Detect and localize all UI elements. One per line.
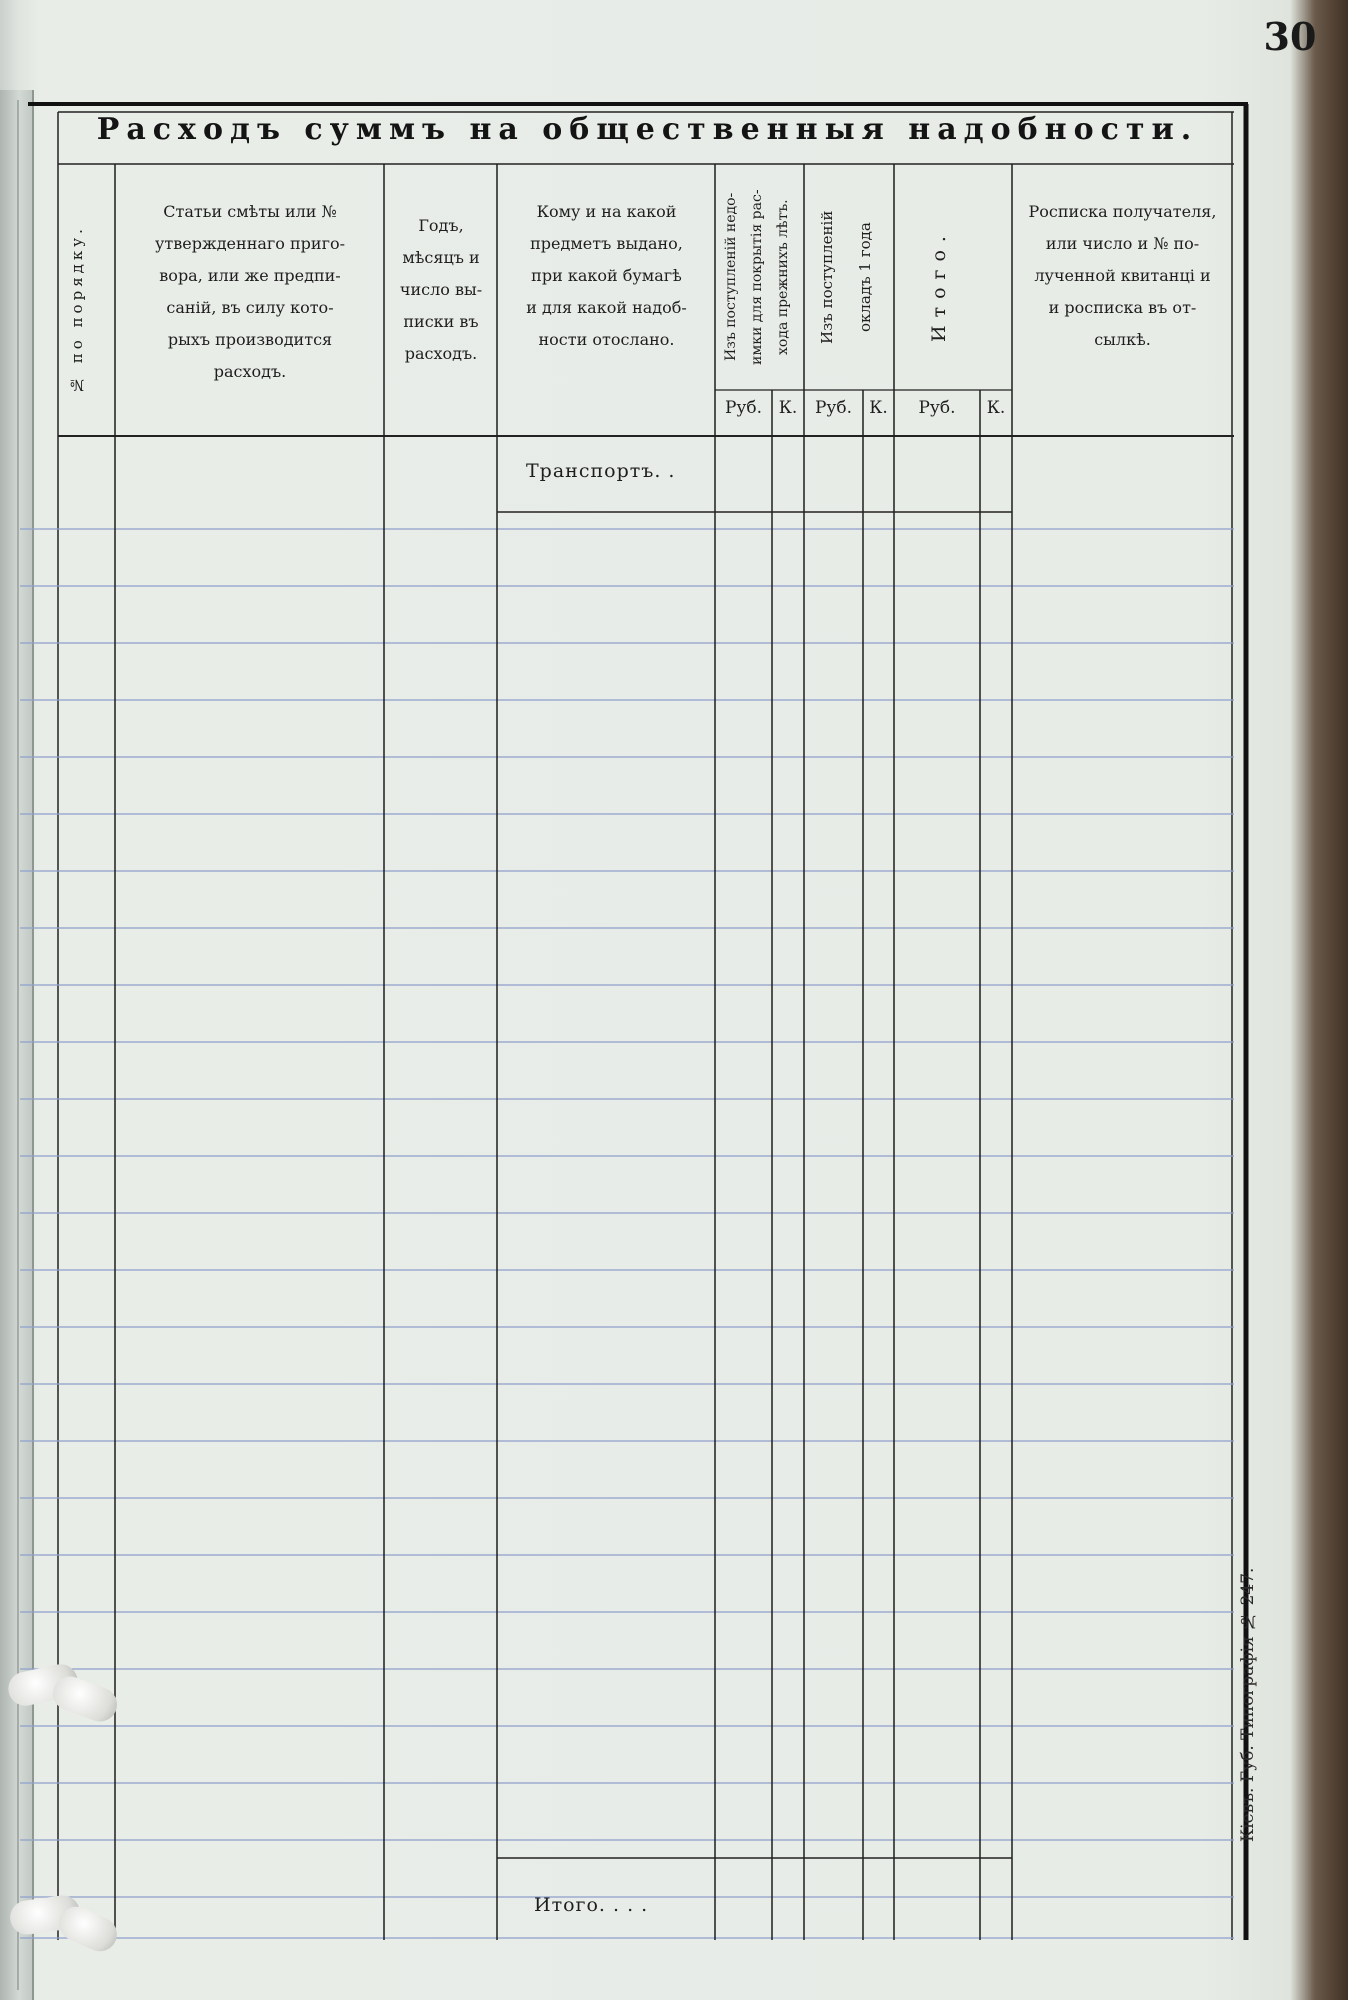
column-header-current: Изъ поступленій окладъ 1 года [818, 210, 874, 344]
page-title: Расходъ суммъ на общественныя надобности. [96, 112, 1199, 147]
unit-rub-total: Руб. [918, 398, 956, 418]
column-header-receipt: Росписка получателя, или число и № по- лученной квитанці и и росписка въ от- сылкѣ. [1028, 202, 1217, 349]
unit-rub-arrears: Руб. [724, 398, 763, 418]
unit-kop-current: К. [869, 398, 888, 418]
unit-kop-arrears: К. [778, 398, 798, 418]
transport-row-label: Транспортъ. . [526, 460, 676, 482]
unit-kop-total: К. [986, 398, 1006, 418]
column-header-whom: Кому и на какой предметъ выдано, при какой бумагѣ и для какой надоб- ности отослано. [526, 202, 687, 349]
unit-rub-current: Руб. [814, 398, 853, 418]
column-header-total: Итого. [928, 228, 950, 342]
column-header-arrears: Изъ поступленій недо- имки для покрытія рас- хода прежнихъ лѣтъ. [723, 189, 791, 365]
printer-imprint: Кіевъ. Губ. Типографія № 247. [1238, 1567, 1258, 1843]
column-header-number: № по порядку. [68, 225, 86, 395]
column-header-articles: Статьи смѣты или № утвержденнаго приго- вора, или же предпи- саній, въ силу кото- рыхъ производится расходъ. [155, 202, 345, 381]
itogo-row-label: Итого. . . . [534, 1894, 649, 1916]
page-number: 30 [1263, 14, 1317, 59]
column-header-date: Годъ, мѣсяцъ и число вы- писки въ расходъ. [399, 216, 483, 363]
